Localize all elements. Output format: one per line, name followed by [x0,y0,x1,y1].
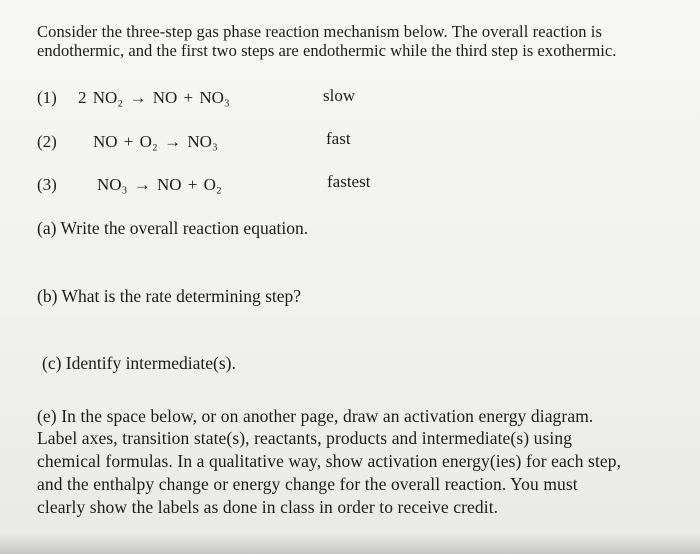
step-equation: NO + O₂ → NO₃ [93,132,218,151]
step-number: (3) [37,175,57,194]
question-e-line: and the enthalpy change or energy change for the overall reaction. You must [37,474,578,494]
step-rate: fastest [327,172,371,191]
step-number: (2) [37,132,57,151]
question-b: (b) What is the rate determining step? [37,286,302,306]
step-rate: fast [326,129,351,148]
step-number: (1) [37,88,57,107]
question-e-line: chemical formulas. In a qualitative way, show activation energy(ies) for each step, [37,451,622,471]
question-e-line: (e) In the space below, or on another page, draw an activation energy diagram. [37,406,594,426]
step-equation: NO₃ → NO + O₂ [97,175,222,194]
intro-line-2: endothermic, and the first two steps are endothermic while the third step is exothermic. [37,41,617,60]
question-c: (c) Identify intermediate(s). [42,353,236,373]
intro-line-1: Consider the three-step gas phase reaction mechanism below. The overall reaction is [37,22,602,41]
question-e-line: Label axes, transition state(s), reactants, products and intermediate(s) using [37,428,573,448]
step-equation: 2 NO₂ → NO + NO₃ [78,88,230,107]
question-e-line: clearly show the labels as done in class in order to receive credit. [37,497,499,517]
step-rate: slow [323,86,356,105]
question-a: (a) Write the overall reaction equation. [37,218,309,238]
page-edge-shadow [0,533,700,554]
